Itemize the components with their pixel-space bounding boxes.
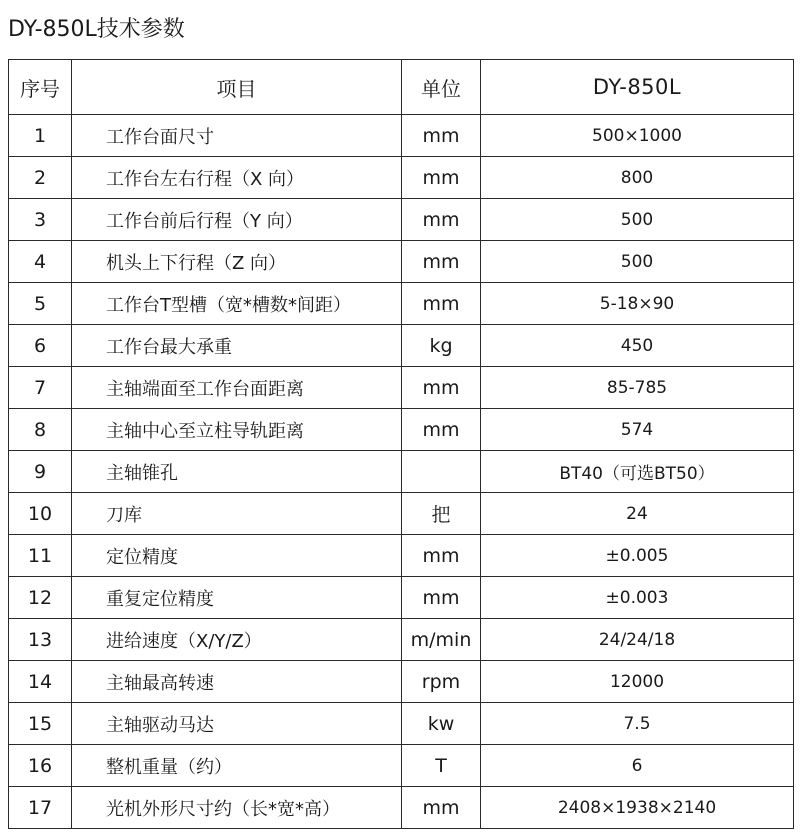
row-unit: mm [402, 535, 481, 577]
row-item: 工作台左右行程（X 向） [72, 157, 402, 199]
row-unit: mm [402, 115, 481, 157]
row-value: 24 [481, 493, 794, 535]
row-unit: rpm [402, 661, 481, 703]
row-number: 14 [9, 661, 72, 703]
row-number: 4 [9, 241, 72, 283]
row-item: 定位精度 [72, 535, 402, 577]
row-item: 进给速度（X/Y/Z） [72, 619, 402, 661]
row-value: 2408×1938×2140 [481, 787, 794, 829]
row-item: 工作台最大承重 [72, 325, 402, 367]
table-row [9, 535, 794, 577]
row-unit: mm [402, 409, 481, 451]
row-item: 主轴驱动马达 [72, 703, 402, 745]
table-header-row [9, 60, 794, 115]
row-item: 主轴最高转速 [72, 661, 402, 703]
row-number: 15 [9, 703, 72, 745]
row-unit: mm [402, 283, 481, 325]
row-number: 13 [9, 619, 72, 661]
row-item: 工作台前后行程（Y 向） [72, 199, 402, 241]
row-unit: mm [402, 199, 481, 241]
row-number: 7 [9, 367, 72, 409]
header-model: DY-850L [481, 60, 794, 115]
row-number: 5 [9, 283, 72, 325]
table-row [9, 787, 794, 829]
table-row [9, 451, 794, 493]
row-value: 450 [481, 325, 794, 367]
table-row [9, 493, 794, 535]
header-unit: 单位 [402, 60, 481, 115]
row-unit: m/min [402, 619, 481, 661]
row-unit [402, 451, 481, 493]
table-row [9, 115, 794, 157]
row-unit: mm [402, 787, 481, 829]
row-unit: mm [402, 157, 481, 199]
table-row [9, 241, 794, 283]
row-number: 11 [9, 535, 72, 577]
row-number: 9 [9, 451, 72, 493]
row-value: 7.5 [481, 703, 794, 745]
row-number: 1 [9, 115, 72, 157]
row-item: 主轴锥孔 [72, 451, 402, 493]
row-number: 16 [9, 745, 72, 787]
row-value: BT40（可选BT50） [481, 451, 794, 493]
row-value: 85-785 [481, 367, 794, 409]
table-row [9, 577, 794, 619]
row-item: 主轴中心至立柱导轨距离 [72, 409, 402, 451]
row-item: 主轴端面至工作台面距离 [72, 367, 402, 409]
row-value: 12000 [481, 661, 794, 703]
row-item: 重复定位精度 [72, 577, 402, 619]
row-number: 17 [9, 787, 72, 829]
table-row [9, 703, 794, 745]
row-number: 10 [9, 493, 72, 535]
row-value: 24/24/18 [481, 619, 794, 661]
table-row [9, 367, 794, 409]
row-number: 6 [9, 325, 72, 367]
table-row [9, 661, 794, 703]
row-number: 8 [9, 409, 72, 451]
row-item: 工作台面尺寸 [72, 115, 402, 157]
row-unit: kg [402, 325, 481, 367]
row-unit: kw [402, 703, 481, 745]
table-row [9, 409, 794, 451]
table-row [9, 619, 794, 661]
row-unit: mm [402, 577, 481, 619]
row-value: 574 [481, 409, 794, 451]
row-item: 刀库 [72, 493, 402, 535]
page-title: DY-850L技术参数 [8, 17, 185, 42]
row-value: 500 [481, 241, 794, 283]
table-body [9, 115, 794, 829]
table-row [9, 199, 794, 241]
header-item: 项目 [72, 60, 402, 115]
row-number: 2 [9, 157, 72, 199]
row-value: ±0.003 [481, 577, 794, 619]
row-value: ±0.005 [481, 535, 794, 577]
row-unit: mm [402, 241, 481, 283]
table-row [9, 157, 794, 199]
table-row [9, 325, 794, 367]
row-value: 500 [481, 199, 794, 241]
row-value: 6 [481, 745, 794, 787]
row-item: 整机重量（约） [72, 745, 402, 787]
table-row [9, 283, 794, 325]
spec-table [8, 59, 794, 829]
row-item: 机头上下行程（Z 向） [72, 241, 402, 283]
row-item: 工作台T型槽（宽*槽数*间距） [72, 283, 402, 325]
row-unit: 把 [402, 493, 481, 535]
row-item: 光机外形尺寸约（长*宽*高） [72, 787, 402, 829]
row-unit: T [402, 745, 481, 787]
row-number: 12 [9, 577, 72, 619]
table-row [9, 745, 794, 787]
row-value: 5-18×90 [481, 283, 794, 325]
row-number: 3 [9, 199, 72, 241]
row-value: 800 [481, 157, 794, 199]
row-value: 500×1000 [481, 115, 794, 157]
row-unit: mm [402, 367, 481, 409]
header-no: 序号 [9, 60, 72, 115]
